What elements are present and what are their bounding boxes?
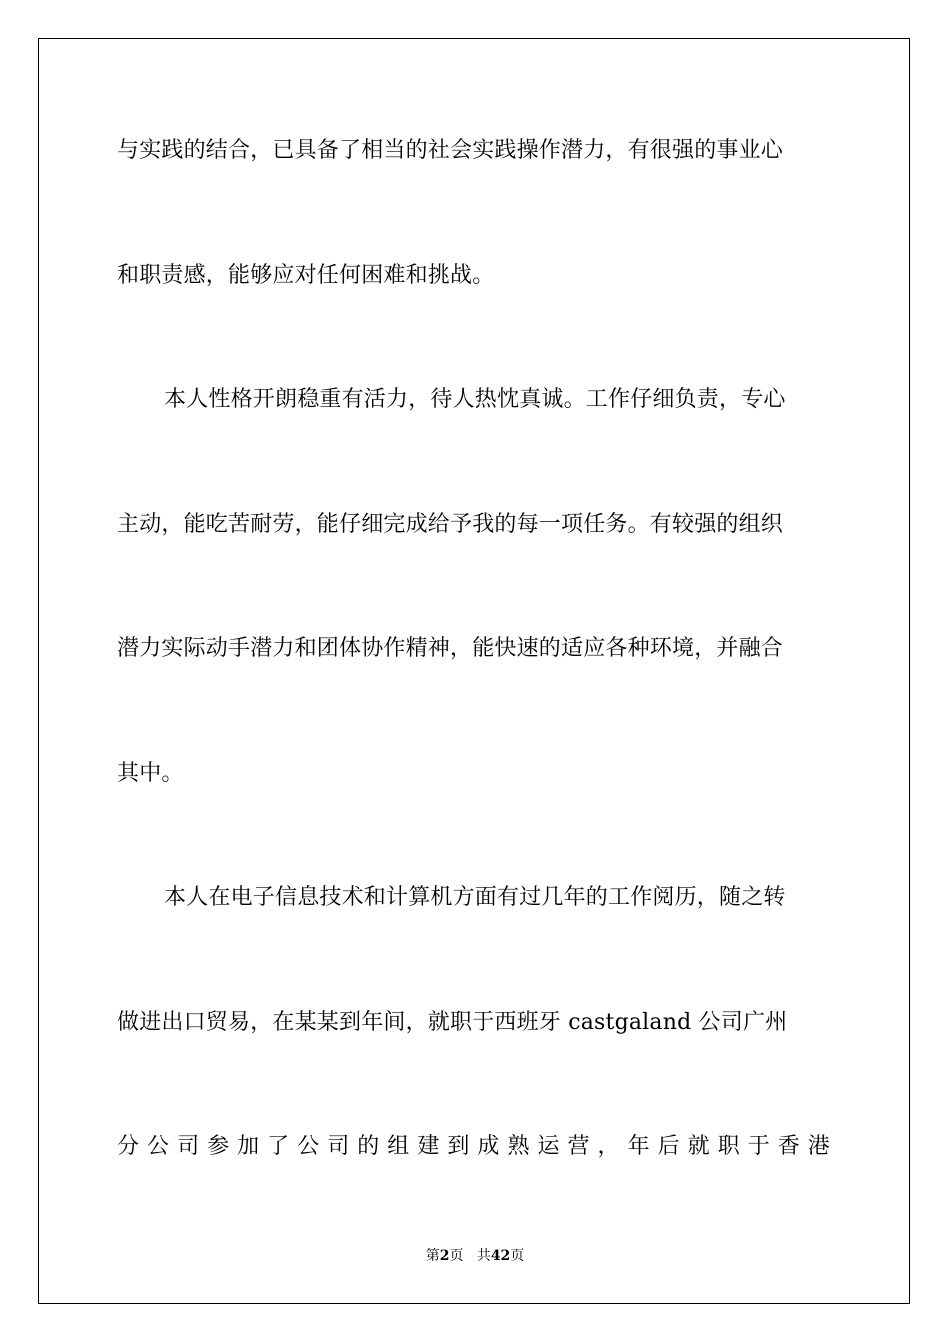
total-suffix: 页 [510, 1248, 525, 1264]
body-text-line: 和职责感，能够应对任何困难和挑战。 [117, 263, 495, 288]
total-pages: 42 [490, 1248, 511, 1264]
body-text-line: 其中。 [117, 761, 184, 786]
body-text-line: 潜力实际动手潜力和团体协作精神，能快速的适应各种环境，并融合 [117, 636, 784, 661]
body-text-line: 分 公 司 参 加 了 公 司 的 组 建 到 成 熟 运 营 ， 年 后 就 职 于 香 港 [117, 1134, 830, 1159]
page-suffix: 页 [449, 1248, 464, 1264]
page-footer [0, 1246, 950, 1266]
page-prefix: 第 [425, 1248, 440, 1264]
page-border [38, 38, 910, 1304]
paragraph-first-line: 本人在电子信息技术和计算机方面有过几年的工作阅历，随之转 [164, 885, 786, 910]
body-text-line: 与实践的结合，已具备了相当的社会实践操作潜力，有很强的事业心 [117, 138, 784, 163]
body-text-line: 主动，能吃苦耐劳，能仔细完成给予我的每一项任务。有较强的组织 [117, 512, 784, 537]
paragraph-first-line: 本人性格开朗稳重有活力，待人热忱真诚。工作仔细负责，专心 [164, 387, 786, 412]
total-prefix: 共 [476, 1248, 491, 1264]
page-number: 2 [439, 1248, 450, 1264]
body-text-line: 做进出口贸易，在某某到年间，就职于西班牙 castgaland 公司广州 [117, 1010, 788, 1035]
